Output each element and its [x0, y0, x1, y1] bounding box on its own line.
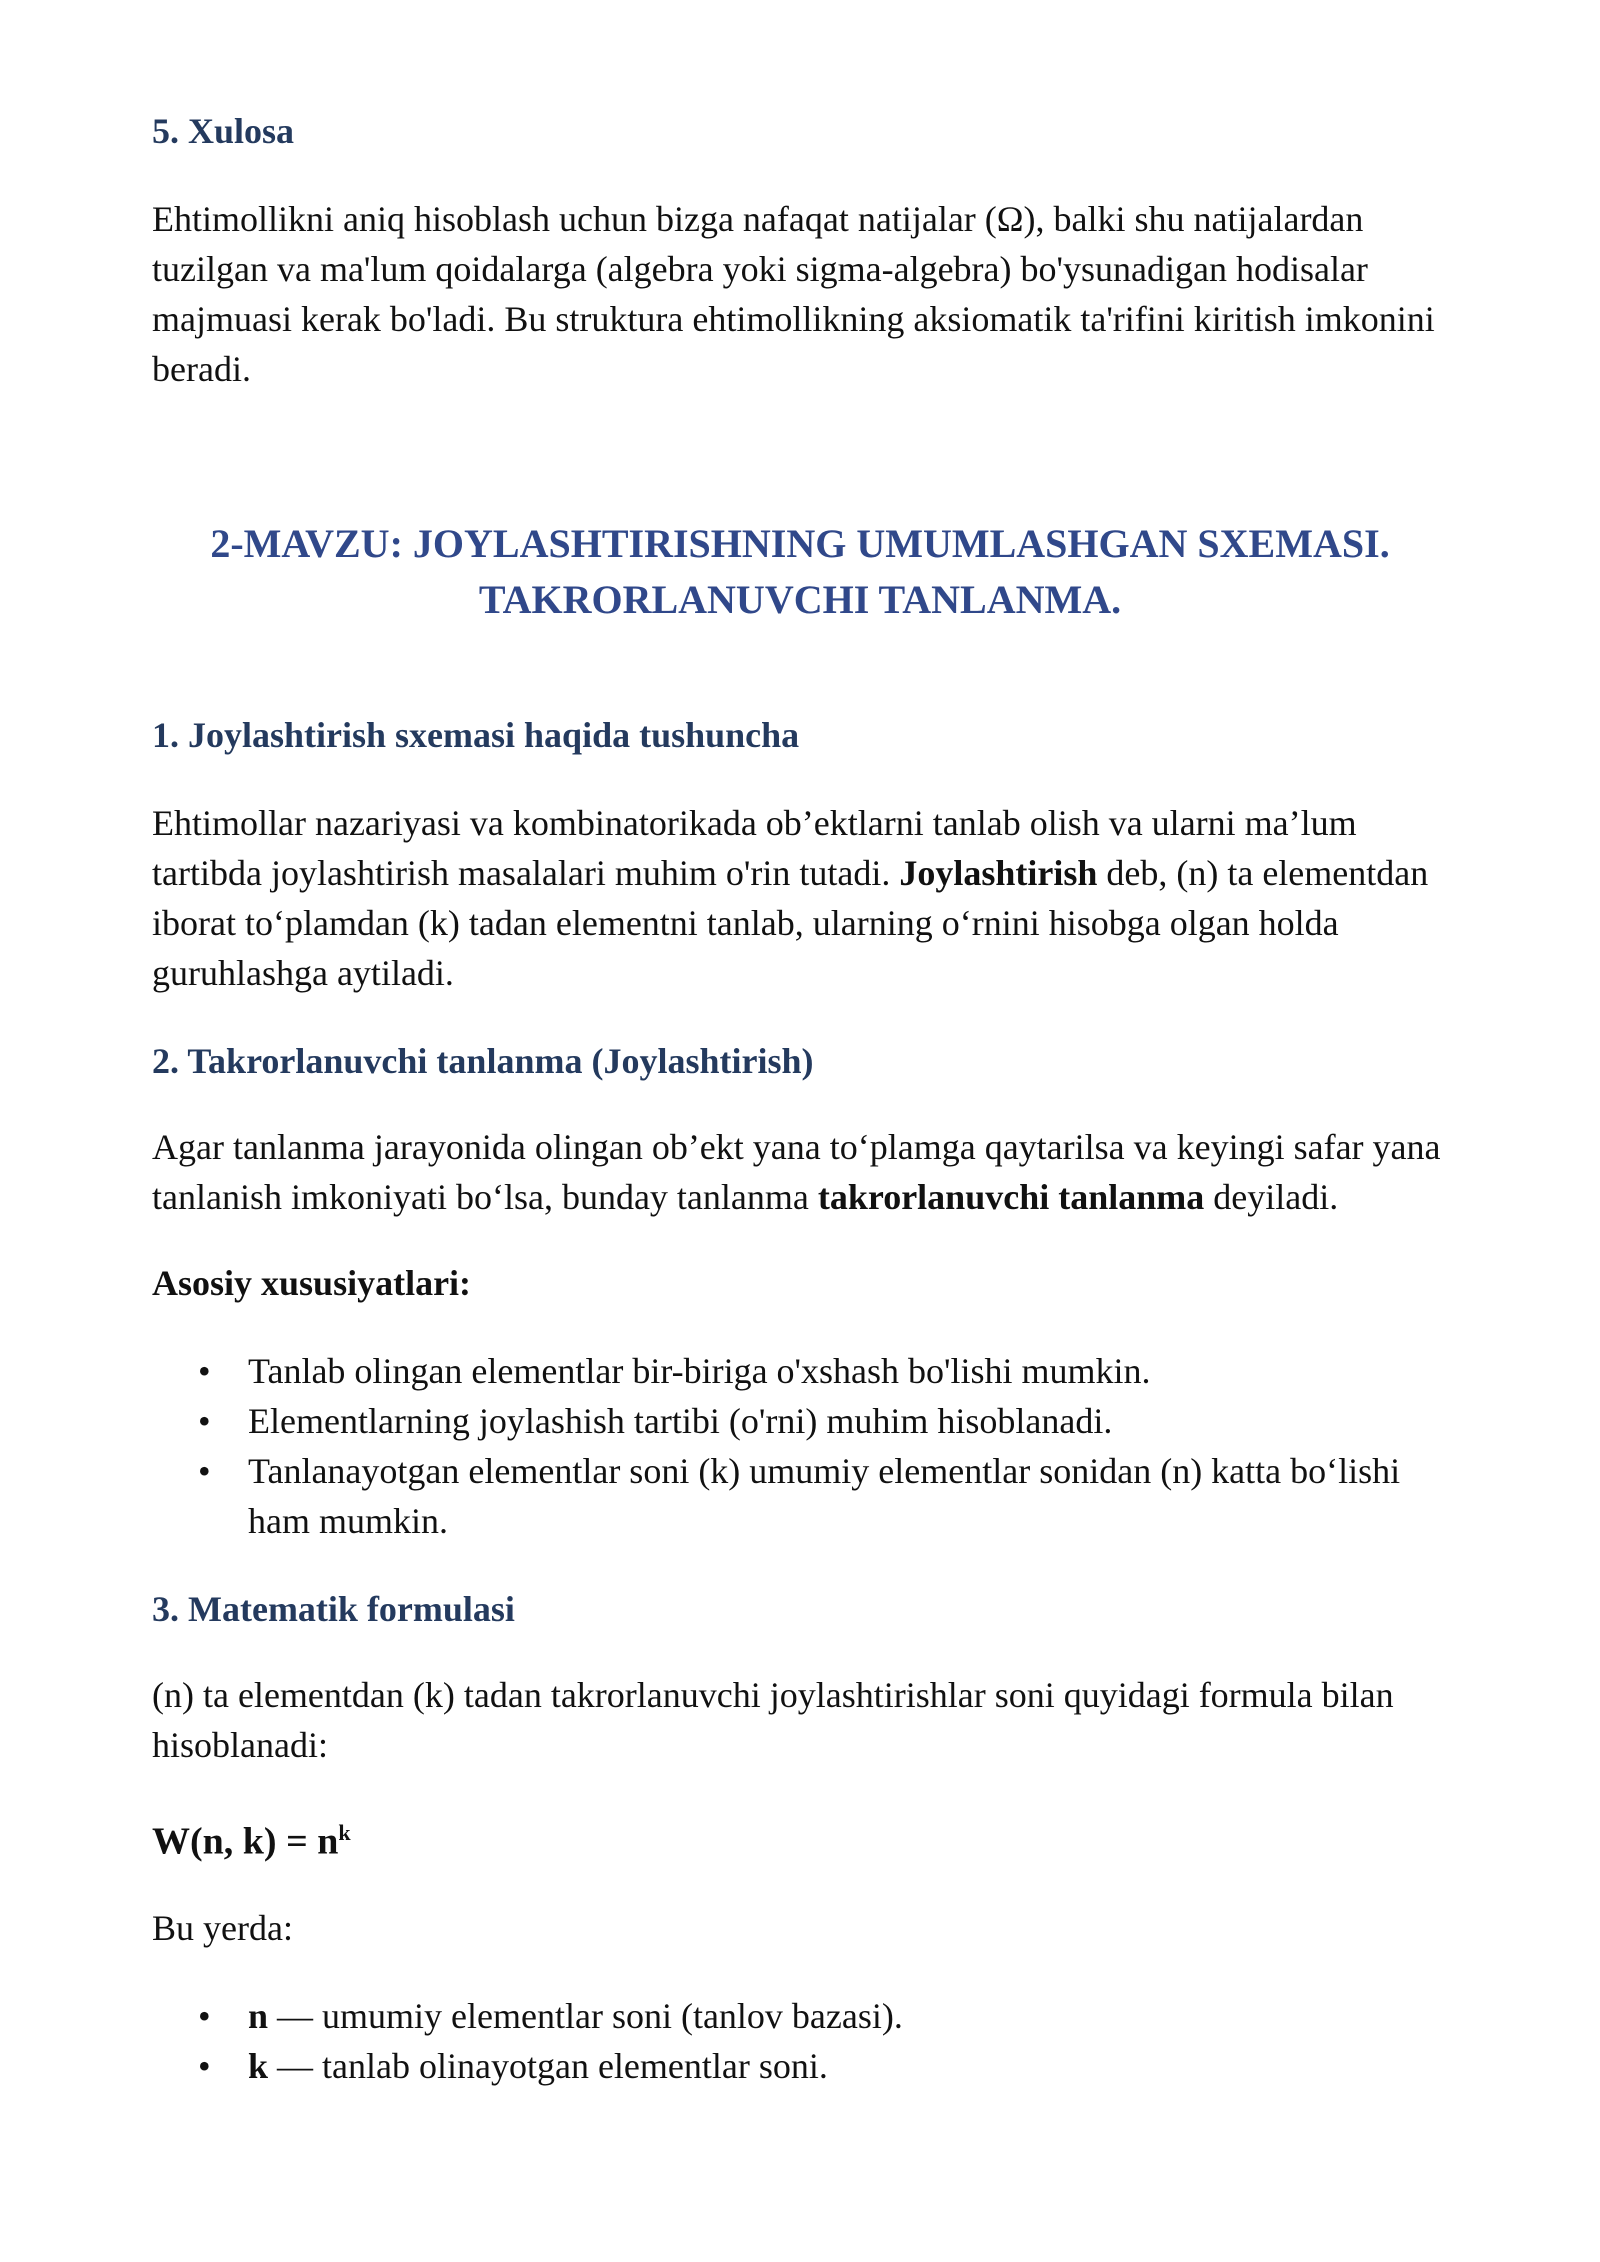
variable-description: — tanlab olinayotgan elementlar soni.: [268, 2045, 828, 2086]
section-5-paragraph: Ehtimollikni aniq hisoblash uchun bizga nafaqat natijalar (Ω), balki shu natijalardan tuzilgan va ma'lum qoidalarga (algebra yoki sigma-algebra) bo'ysunadigan hodisalar majmuasi kerak bo'ladi. Bu struktura ehtimollikning aksiomatik ta'rifini kiritish imkonini beradi.: [152, 199, 1435, 389]
list-item: [152, 1446, 1448, 1546]
bullet-icon: •: [198, 1351, 211, 1391]
variable-symbol: n: [248, 1995, 269, 2036]
bullet-icon: •: [198, 1451, 211, 1491]
list-item-text: Tanlab olingan elementlar bir-biriga o'xshash bo'lishi mumkin.: [248, 1351, 1151, 1391]
section-5-heading: 5. Xulosa: [152, 111, 295, 151]
section-2-text-start: Agar tanlanma jarayonida olingan ob’ekt yana to‘plamga qaytarilsa va keyingi safar yana tanlanish imkoniyati bo‘lsa, bunday tanlanma: [152, 1127, 1441, 1217]
variable-description: — umumiy elementlar soni (tanlov bazasi).: [268, 1995, 903, 2036]
topic-title-line-1: 2-MAVZU: JOYLASHTIRISHNING UMUMLASHGAN SXEMASI.: [210, 521, 1390, 566]
bullet-icon: •: [198, 1995, 211, 2036]
section-2-paragraph: [152, 1122, 1448, 1222]
section-2-text-end: deyiladi.: [1204, 1177, 1339, 1217]
section-3-paragraph: (n) ta elementdan (k) tadan takrorlanuvchi joylashtirishlar soni quyidagi formula bilan hisoblanadi:: [152, 1675, 1394, 1765]
formula-exponent: k: [338, 1820, 351, 1845]
section-1-text-start: Ehtimollar nazariyasi va kombinatorikada ob’ektlarni tanlab olish va ularni ma’lum tartibda joylashtirish masalalari muhim o'rin tutadi.: [152, 803, 1357, 893]
section-1-heading: 1. Joylashtirish sxemasi haqida tushuncha: [152, 715, 800, 755]
formula-base: W(n, k) = n: [152, 1820, 339, 1863]
section-1-text-end: deb, (n) ta elementdan iborat to‘plamdan (k) tadan elementni tanlab, ularning o‘rnini hisobga olgan holda guruhlashga aytiladi.: [152, 853, 1429, 993]
list-item: [152, 1346, 1448, 1396]
topic-title: [152, 516, 1448, 628]
section-3-heading: 3. Matematik formulasi: [152, 1589, 515, 1629]
section-2-heading: 2. Takrorlanuvchi tanlanma (Joylashtirish): [152, 1041, 814, 1081]
section-1-bold-term: Joylashtirish: [899, 853, 1098, 893]
list-item: [152, 1396, 1448, 1446]
bullet-icon: •: [198, 2045, 211, 2086]
features-title: Asosiy xususiyatlari:: [152, 1263, 472, 1303]
bullet-icon: •: [198, 1401, 211, 1441]
features-list: [152, 1346, 1448, 1546]
where-label: Bu yerda:: [152, 1907, 293, 1948]
topic-title-line-2: TAKRORLANUVCHI TANLANMA.: [478, 577, 1122, 622]
variables-list: [152, 1991, 1448, 2091]
variable-symbol: k: [248, 2045, 269, 2086]
list-item-text: Elementlarning joylashish tartibi (o'rni) muhim hisoblanadi.: [248, 1401, 1113, 1441]
list-item: [152, 2041, 1448, 2091]
list-item: [152, 1991, 1448, 2041]
formula: [152, 1808, 1448, 1867]
list-item-text: Tanlanayotgan elementlar soni (k) umumiy elementlar sonidan (n) katta bo‘lishi ham mumkin.: [248, 1451, 1401, 1541]
section-2-bold-term: takrorlanuvchi tanlanma: [817, 1177, 1205, 1217]
section-1-paragraph: [152, 798, 1448, 998]
